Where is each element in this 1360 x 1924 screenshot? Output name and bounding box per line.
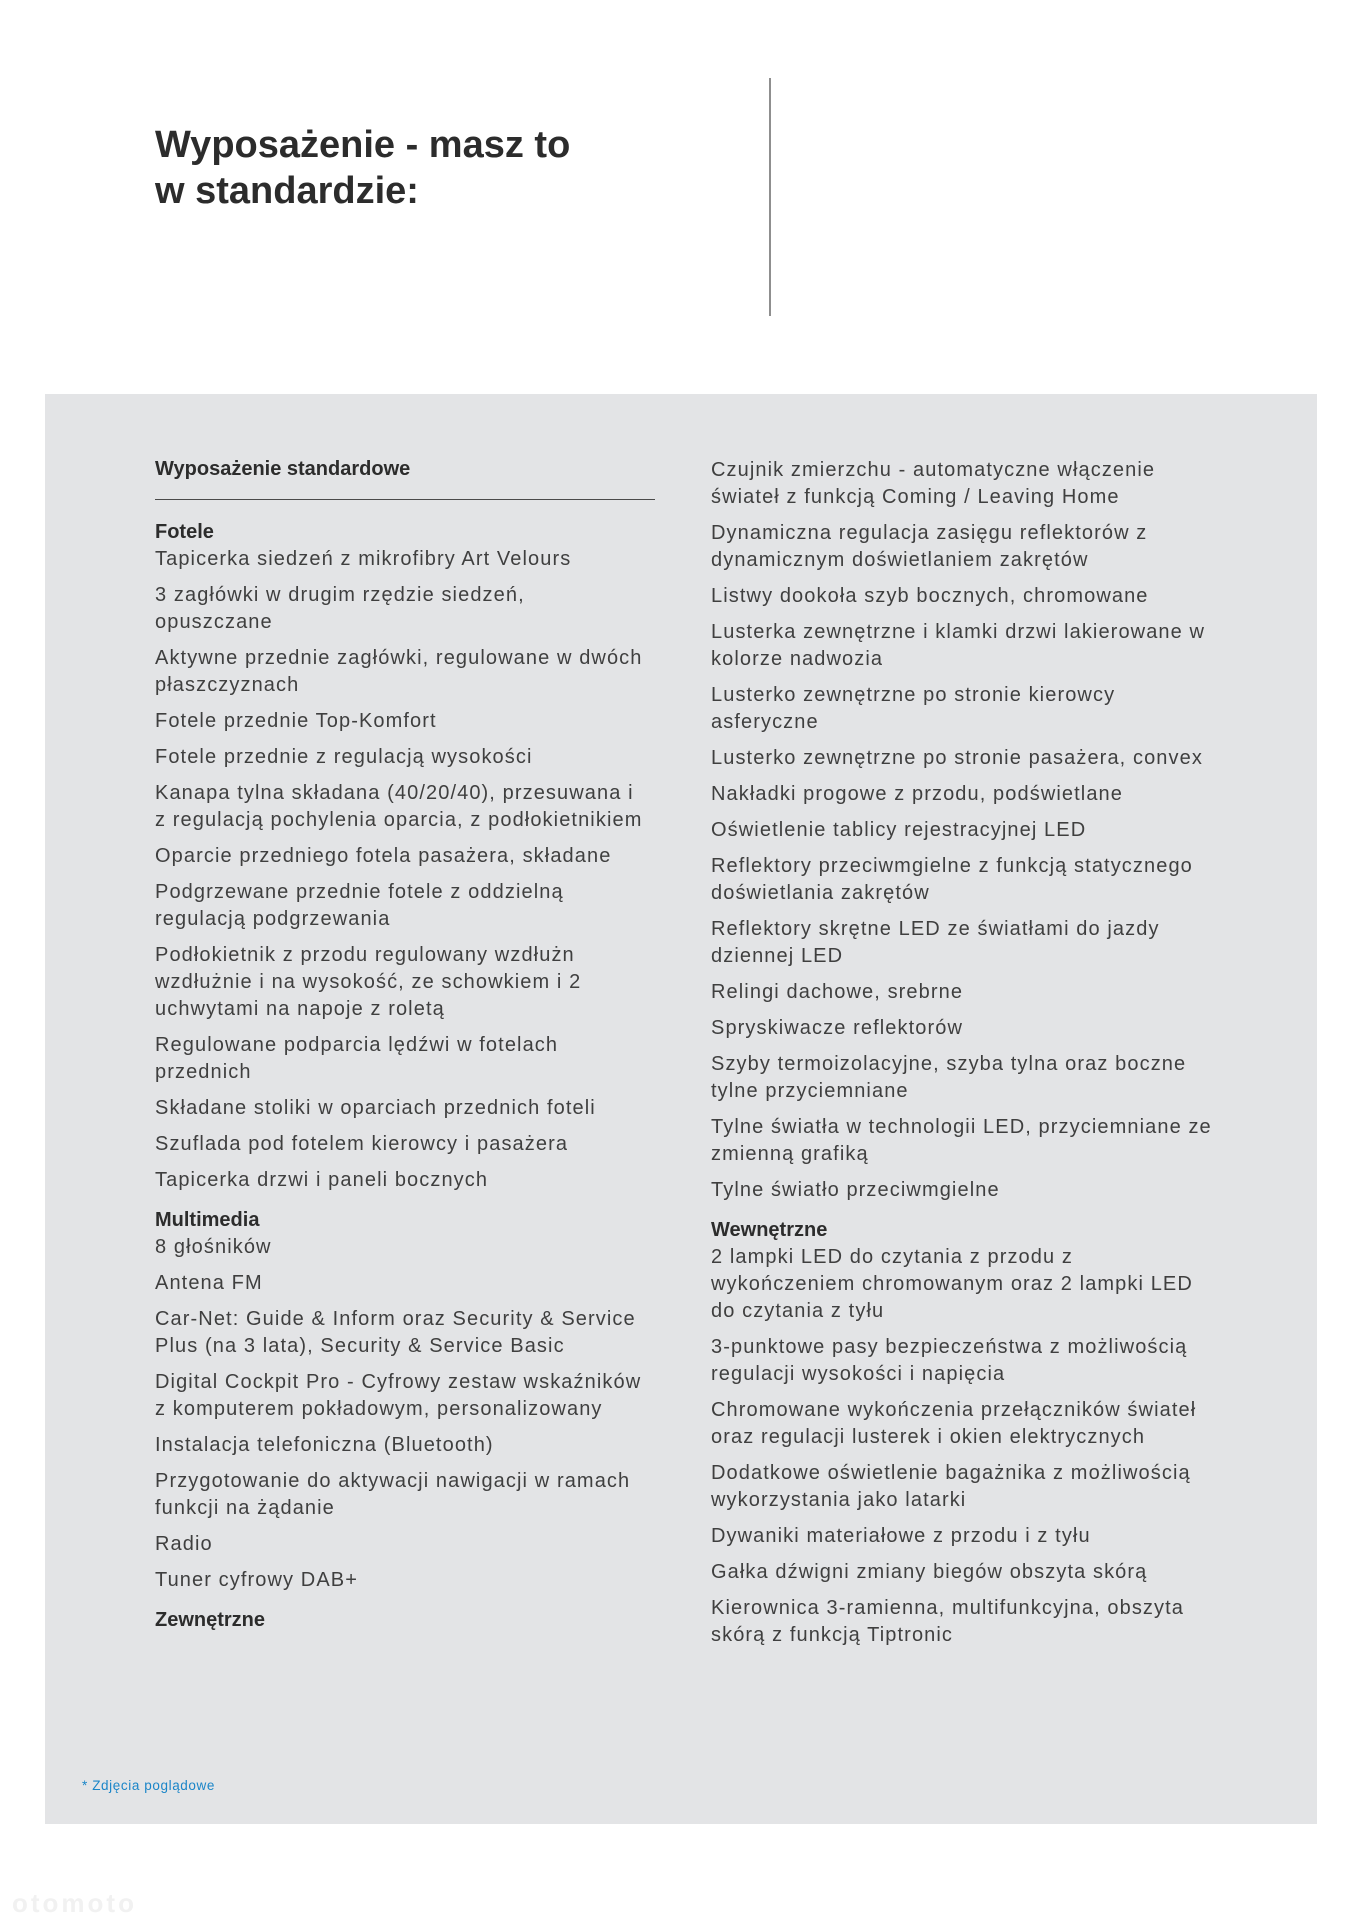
equipment-group bbox=[155, 520, 655, 1194]
equipment-item: Reflektory przeciwmgielne z funkcją statycznego doświetlania zakrętów bbox=[711, 855, 1193, 904]
section-rule bbox=[155, 499, 655, 500]
equipment-item: Dywaniki materiałowe z przodu i z tyłu bbox=[711, 1525, 1091, 1547]
watermark-logo: otomoto bbox=[12, 1888, 137, 1918]
equipment-group bbox=[155, 1208, 655, 1594]
group-title: Fotele bbox=[155, 521, 214, 543]
equipment-item: Dodatkowe oświetlenie bagażnika z możliwością wykorzystania jako latarki bbox=[711, 1462, 1191, 1511]
equipment-panel bbox=[45, 394, 1317, 1824]
equipment-item: Dynamiczna regulacja zasięgu reflektorów z dynamicznym doświetlaniem zakrętów bbox=[711, 522, 1148, 571]
equipment-item: 2 lampki LED do czytania z przodu z wykończeniem chromowanym oraz 2 lampki LED do czytania z tyłu bbox=[711, 1246, 1193, 1322]
equipment-item: Lusterko zewnętrzne po stronie pasażera, convex bbox=[711, 747, 1203, 769]
equipment-item: Regulowane podparcia lędźwi w fotelach przednich bbox=[155, 1034, 559, 1083]
equipment-item: 8 głośników bbox=[155, 1236, 272, 1258]
equipment-item: Kierownica 3-ramienna, multifunkcyjna, obszyta skórą z funkcją Tiptronic bbox=[711, 1597, 1185, 1646]
equipment-item: Antena FM bbox=[155, 1272, 263, 1294]
vertical-divider bbox=[769, 78, 771, 316]
equipment-item: Spryskiwacze reflektorów bbox=[711, 1017, 964, 1039]
equipment-item: Radio bbox=[155, 1533, 213, 1555]
group-title: Zewnętrzne bbox=[155, 1609, 266, 1631]
equipment-item: Nakładki progowe z przodu, podświetlane bbox=[711, 783, 1124, 805]
equipment-item: Tylne światła w technologii LED, przyciemniane ze zmienną grafiką bbox=[711, 1116, 1212, 1165]
equipment-item: Szuflada pod fotelem kierowcy i pasażera bbox=[155, 1133, 569, 1155]
equipment-item: Digital Cockpit Pro - Cyfrowy zestaw wskaźników z komputerem pokładowym, personalizowany bbox=[155, 1371, 642, 1420]
page-title bbox=[155, 122, 570, 214]
section-title: Wyposażenie standardowe bbox=[155, 458, 411, 480]
equipment-item: Aktywne przednie zagłówki, regulowane w dwóch płaszczyznach bbox=[155, 647, 643, 696]
left-column bbox=[155, 457, 655, 1647]
equipment-item: Chromowane wykończenia przełączników świateł oraz regulacji lusterek i okien elektrycznych bbox=[711, 1399, 1197, 1448]
equipment-item: Przygotowanie do aktywacji nawigacji w ramach funkcji na żądanie bbox=[155, 1470, 631, 1519]
group-title: Wewnętrzne bbox=[711, 1219, 828, 1241]
equipment-item: Lusterko zewnętrzne po stronie kierowcy asferyczne bbox=[711, 684, 1116, 733]
equipment-item: Podłokietnik z przodu regulowany wzdłużn wzdłużnie i na wysokość, ze schowkiem i 2 uchwytami na napoje z roletą bbox=[155, 944, 582, 1020]
equipment-item: Kanapa tylna składana (40/20/40), przesuwana i z regulacją pochylenia oparcia, z podłokietnikiem bbox=[155, 782, 643, 831]
equipment-item: Tapicerka siedzeń z mikrofibry Art Velours bbox=[155, 548, 572, 570]
equipment-item: Gałka dźwigni zmiany biegów obszyta skórą bbox=[711, 1561, 1148, 1583]
equipment-item: Oparcie przedniego fotela pasażera, składane bbox=[155, 845, 612, 867]
equipment-item: Fotele przednie z regulacją wysokości bbox=[155, 746, 533, 768]
group-title: Multimedia bbox=[155, 1209, 260, 1231]
equipment-item: Listwy dookoła szyb bocznych, chromowane bbox=[711, 585, 1149, 607]
right-column bbox=[711, 457, 1231, 1663]
equipment-item: Lusterka zewnętrzne i klamki drzwi lakierowane w kolorze nadwozia bbox=[711, 621, 1206, 670]
equipment-item: Car-Net: Guide & Inform oraz Security & Service Plus (na 3 lata), Security & Service Basic bbox=[155, 1308, 636, 1357]
equipment-item: Czujnik zmierzchu - automatyczne włączenie świateł z funkcją Coming / Leaving Home bbox=[711, 459, 1156, 508]
title-line-2: w standardzie: bbox=[155, 170, 419, 212]
equipment-group bbox=[155, 1608, 655, 1633]
equipment-group bbox=[711, 457, 1231, 1204]
equipment-item: Fotele przednie Top-Komfort bbox=[155, 710, 437, 732]
equipment-item: Tapicerka drzwi i paneli bocznych bbox=[155, 1169, 489, 1191]
equipment-item: Szyby termoizolacyjne, szyba tylna oraz boczne tylne przyciemniane bbox=[711, 1053, 1187, 1102]
equipment-item: Tylne światło przeciwmgielne bbox=[711, 1179, 1000, 1201]
equipment-item: Podgrzewane przednie fotele z oddzielną regulacją podgrzewania bbox=[155, 881, 564, 930]
footnote: * Zdjęcia poglądowe bbox=[82, 1778, 215, 1793]
equipment-item: Instalacja telefoniczna (Bluetooth) bbox=[155, 1434, 494, 1456]
equipment-item: Reflektory skrętne LED ze światłami do jazdy dziennej LED bbox=[711, 918, 1160, 967]
equipment-item: Oświetlenie tablicy rejestracyjnej LED bbox=[711, 819, 1087, 841]
equipment-item: Tuner cyfrowy DAB+ bbox=[155, 1569, 359, 1591]
equipment-item: 3 zagłówki w drugim rzędzie siedzeń, opuszczane bbox=[155, 584, 525, 633]
title-line-1: Wyposażenie - masz to bbox=[155, 124, 571, 166]
equipment-item: 3-punktowe pasy bezpieczeństwa z możliwością regulacji wysokości i napięcia bbox=[711, 1336, 1188, 1385]
equipment-item: Relingi dachowe, srebrne bbox=[711, 981, 964, 1003]
equipment-group bbox=[711, 1218, 1231, 1649]
equipment-item: Składane stoliki w oparciach przednich foteli bbox=[155, 1097, 596, 1119]
